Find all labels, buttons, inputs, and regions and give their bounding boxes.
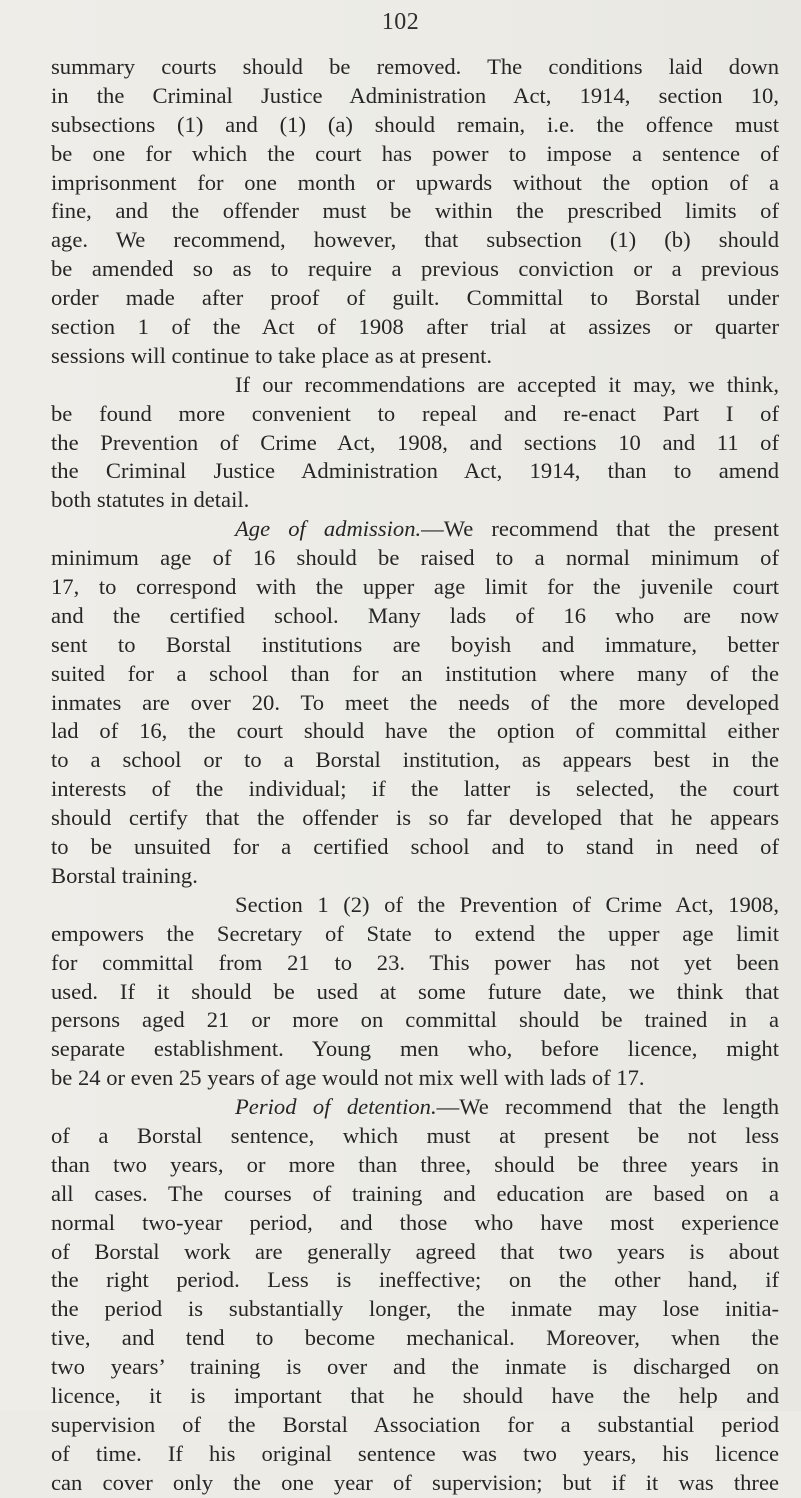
section-heading: Age of admission. <box>235 516 422 542</box>
text-line: subsections (1) and (1) (a) should remain, i.e. the offence must <box>51 111 779 137</box>
text-line: two years’ training is over and the inmate is discharged on <box>51 1354 779 1380</box>
text-line: supervision of the Borstal Association for a substantial period <box>51 1411 779 1437</box>
text-line: of a Borstal sentence, which must at present be not less <box>51 1122 779 1148</box>
text-line: If our recommendations are accepted it may, we think, <box>235 371 779 397</box>
text-line: be 24 or even 25 years of age would not mix well with lads of 17. <box>51 1065 645 1091</box>
text-line: used. If it should be used at some future date, we think that <box>51 978 779 1004</box>
section-heading: Period of detention. <box>235 1094 437 1120</box>
text-line: order made after proof of guilt. Committal to Borstal under <box>51 285 779 311</box>
text-line: both statutes in detail. <box>51 487 250 513</box>
text-line: normal two-year period, and those who have most experience <box>51 1209 779 1235</box>
text-line: age. We recommend, however, that subsection (1) (b) should <box>51 227 779 253</box>
text-line: Section 1 (2) of the Prevention of Crime Act, 1908, <box>235 891 779 917</box>
text-line: section 1 of the Act of 1908 after trial at assizes or quarter <box>51 314 779 340</box>
text-line-rest: —We recommend that the present <box>421 516 779 542</box>
text-line: be amended so as to require a previous conviction or a previous <box>51 256 779 282</box>
text-line: empowers the Secretary of State to extend the upper age limit <box>51 920 779 946</box>
text-line: all cases. The courses of training and education are based on a <box>51 1180 779 1206</box>
text-line: sent to Borstal institutions are boyish and immature, better <box>51 631 779 657</box>
text-line: the right period. Less is ineffective; on the other hand, if <box>51 1267 779 1293</box>
text-line: to a school or to a Borstal institution, as appears best in the <box>51 747 779 773</box>
text-line: can cover only the one year of supervision; but if it was three <box>51 1469 779 1495</box>
text-line: and the certified school. Many lads of 16 who are now <box>51 602 779 628</box>
text-line: than two years, or more than three, should be three years in <box>51 1151 779 1177</box>
text-line: interests of the individual; if the latter is selected, the court <box>51 776 779 802</box>
text-line: the period is substantially longer, the inmate may lose initia- <box>51 1296 779 1322</box>
page-number: 102 <box>381 9 420 35</box>
text-line: sessions will continue to take place as at present. <box>51 342 493 368</box>
text-line: to be unsuited for a certified school and to stand in need of <box>51 834 779 860</box>
text-line <box>51 1093 779 1122</box>
body-text <box>51 53 779 1498</box>
text-line: summary courts should be removed. The conditions laid down <box>51 54 779 79</box>
text-line <box>51 515 779 544</box>
text-line: the Criminal Justice Administration Act, 1914, than to amend <box>51 458 779 484</box>
text-line: in the Criminal Justice Administration Act, 1914, section 10, <box>51 82 779 108</box>
text-line: suited for a school than for an institution where many of the <box>51 660 779 686</box>
text-line: inmates are over 20. To meet the needs of the more developed <box>51 689 779 715</box>
text-line: separate establishment. Young men who, before licence, might <box>51 1036 779 1062</box>
text-line: licence, it is important that he should have the help and <box>51 1382 779 1408</box>
text-line: Borstal training. <box>51 862 198 888</box>
text-line: 17, to correspond with the upper age limit for the juvenile court <box>51 574 779 600</box>
text-line: be found more convenient to repeal and re-enact Part I of <box>51 400 779 426</box>
text-line: of time. If his original sentence was two years, his licence <box>51 1440 779 1466</box>
text-line: persons aged 21 or more on committal should be trained in a <box>51 1007 779 1033</box>
text-line: should certify that the offender is so far developed that he appears <box>51 805 779 831</box>
text-line: of Borstal work are generally agreed that two years is about <box>51 1238 779 1264</box>
text-line: fine, and the offender must be within the prescribed limits of <box>51 198 779 224</box>
text-line: tive, and tend to become mechanical. Moreover, when the <box>51 1325 779 1351</box>
text-line: minimum age of 16 should be raised to a normal minimum of <box>51 545 779 571</box>
text-line-rest: —We recommend that the length <box>436 1094 779 1120</box>
text-line: the Prevention of Crime Act, 1908, and sections 10 and 11 of <box>51 429 779 455</box>
text-line: imprisonment for one month or upwards without the option of a <box>51 169 779 195</box>
text-line: lad of 16, the court should have the option of committal either <box>51 718 779 744</box>
text-line: be one for which the court has power to impose a sentence of <box>51 140 779 166</box>
text-line: for committal from 21 to 23. This power has not yet been <box>51 949 779 975</box>
